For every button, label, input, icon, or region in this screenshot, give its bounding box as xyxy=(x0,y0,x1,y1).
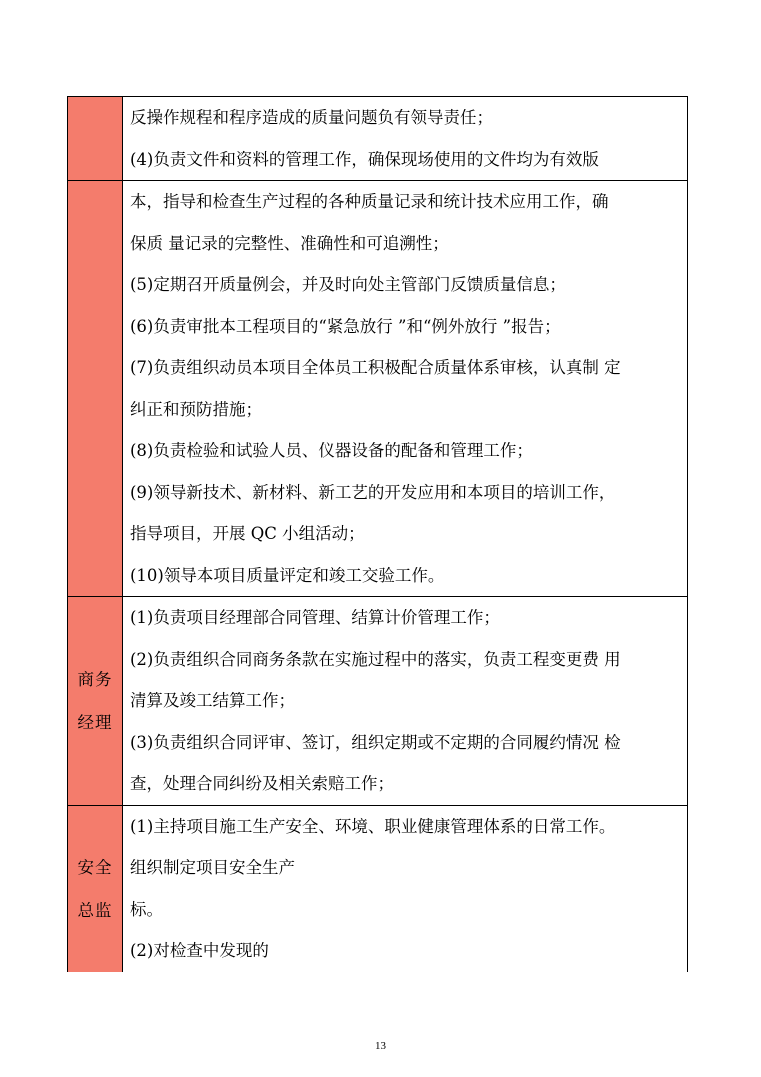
content-line: 保质 量记录的完整性、准确性和可追溯性； xyxy=(130,233,449,253)
content-line: (2)对检查中发现的 xyxy=(130,941,269,960)
content-line: (10)领导本项目质量评定和竣工交验工作。 xyxy=(130,565,445,585)
role-label-line: 经理 xyxy=(77,712,113,732)
content-line: (5)定期召开质量例会，并及时向处主管部门反馈质量信息； xyxy=(130,275,566,294)
content-line: (9)领导新技术、新材料、新工艺的开发应用和本项目的培训工作， xyxy=(130,482,616,502)
content-line: (1)主持项目施工生产安全、环境、职业健康管理体系的日常工作。 xyxy=(130,816,616,836)
content-line: 标。 xyxy=(130,899,163,919)
content-line: (2)负责组织合同商务条款在实施过程中的落实，负责工程变更费 用 xyxy=(130,649,621,669)
content-cell-4 xyxy=(123,805,688,972)
role-label-line: 商务 xyxy=(77,669,113,689)
page-number: 13 xyxy=(375,1040,386,1052)
role-label-line: 安全 xyxy=(77,857,113,877)
content-line: 查，处理合同纠纷及相关索赔工作； xyxy=(130,774,394,793)
table-row xyxy=(68,805,688,972)
content-line: (6)负责审批本工程项目的“紧急放行 ”和“例外放行 ”报告； xyxy=(130,316,561,336)
content-line: 清算及竣工结算工作； xyxy=(130,691,295,710)
table-row xyxy=(68,597,688,806)
content-cell-2 xyxy=(123,181,688,597)
content-line: (3)负责组织合同评审、签订，组织定期或不定期的合同履约情况 检 xyxy=(130,732,621,752)
role-cell-empty-1 xyxy=(68,97,123,181)
content-line: 组织制定项目安全生产 xyxy=(130,858,295,877)
table-row xyxy=(68,97,688,181)
role-cell-empty-2 xyxy=(68,181,123,597)
role-cell-business-manager xyxy=(68,597,123,806)
role-cell-safety-director xyxy=(68,805,123,972)
role-label-line: 总监 xyxy=(77,900,113,920)
content-line: 指导项目，开展 QC 小组活动； xyxy=(130,524,365,543)
responsibility-table xyxy=(67,96,688,972)
content-line: 纠正和预防措施； xyxy=(130,399,262,419)
content-cell-1 xyxy=(123,97,688,181)
content-line: (8)负责检验和试验人员、仪器设备的配备和管理工作； xyxy=(130,441,533,460)
content-cell-3 xyxy=(123,597,688,806)
content-line: (7)负责组织动员本项目全体员工积极配合质量体系审核，认真制 定 xyxy=(130,358,621,377)
table-row xyxy=(68,181,688,597)
content-line: (4)负责文件和资料的管理工作，确保现场使用的文件均为有效版 xyxy=(130,149,599,169)
content-line: 反操作规程和程序造成的质量问题负有领导责任； xyxy=(130,108,493,127)
content-line: (1)负责项目经理部合同管理、结算计价管理工作； xyxy=(130,608,500,627)
content-line: 本，指导和检查生产过程的各种质量记录和统计技术应用工作，确 xyxy=(130,192,609,211)
